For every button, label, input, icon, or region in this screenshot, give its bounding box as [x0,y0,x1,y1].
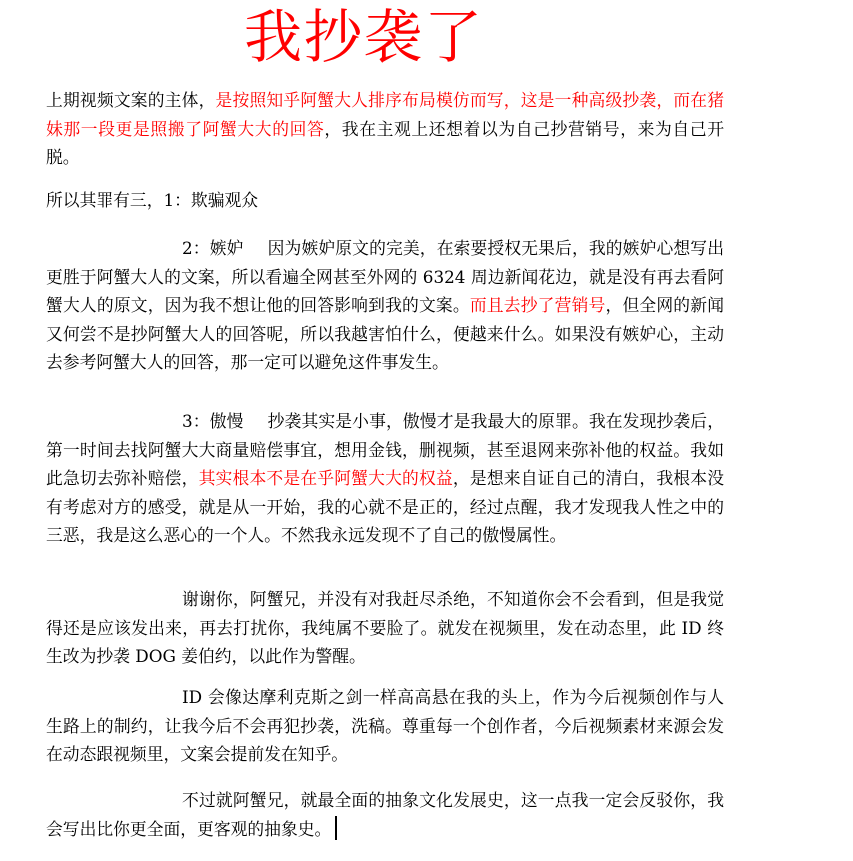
sin-three-text: 抄袭其实是小事，傲慢才是我最大的原罪。我在发现抄袭后，第一时间去找阿蟹大大商量赔偿事宜，想用金钱，删视频，甚至退网来弥补他的权益。我如此急切去弥补赔偿， [46,411,724,489]
document-title: 我抄袭了 [244,3,485,71]
highlight-not-caring-rights: 其实根本不是在乎阿蟹大大的权益 [198,468,453,489]
paragraph-intro-text-end: ，我在主观上还想着以为自己抄营销号，来为自己开脱。 [46,118,724,168]
paragraph-intro [46,86,724,172]
closing-text: 不过就阿蟹兄，就最全面的抽象文化发展史，这一点我一定会反驳你，我会写出比你更全面，更客观的抽象史。 [46,790,724,839]
sin-two-label: 2：嫉妒 [182,238,244,258]
paragraph-sin-three [46,407,724,550]
highlight-copying-admission: 是按照知乎阿蟹大人排序布局模仿而写，这是一种高级抄袭，而在猪妹那一段更是照搬了阿蟹大大的回答 [46,90,724,139]
highlight-marketing-accounts: 而且去抄了营销号 [469,295,606,316]
sin-two-text: 因为嫉妒原文的完美，在索要授权无果后，我的嫉妒心想写出更胜于阿蟹大人的文案，所以看遍全网甚至外网的 6324 周边新闻花边，就是没有再去看阿蟹大人的原文，因为我不想让他的回答影响到我的文案。 [46,238,724,316]
paragraph-closing [46,786,724,843]
paragraph-intro-text: 上期视频文案的主体， [46,90,216,110]
sin-three-label: 3：傲慢 [182,411,244,431]
paragraph-sin-two [46,234,724,377]
paragraph-thanks: 谢谢你，阿蟹兄，并没有对我赶尽杀绝，不知道你会不会看到，但是我觉得还是应该发出来，再去打扰你，我纯属不要脸了。就发在视频里，发在动态里，此 ID 终生改为抄袭 DOG 姜伯约，以此作为警醒。 [46,589,724,667]
paragraph-id-pledge: ID 会像达摩利克斯之剑一样高高悬在我的头上，作为今后视频创作与人生路上的制约，让我今后不会再犯抄袭，洗稿。尊重每一个创作者，今后视频素材来源会发在动态跟视频里，文案会提前发在知乎。 [46,687,724,765]
sin-two-text-end: ，但全网的新闻又何尝不是抄阿蟹大人的回答呢，所以我越害怕什么，便越来什么。如果没有嫉妒心，主动去参考阿蟹大人的回答，那一定可以避免这件事发生。 [46,295,724,373]
sin-three-text-end: ，是想来自证自己的清白，我根本没有考虑对方的感受，就是从一开始，我的心就不是正的，经过点醒，我才发现我人性之中的三恶，我是这么恶心的一个人。不然我永远发现不了自己的傲慢属性。 [46,468,724,546]
paragraph-sin-one: 所以其罪有三，1：欺骗观众 [46,190,259,210]
text-cursor[interactable] [335,816,337,840]
